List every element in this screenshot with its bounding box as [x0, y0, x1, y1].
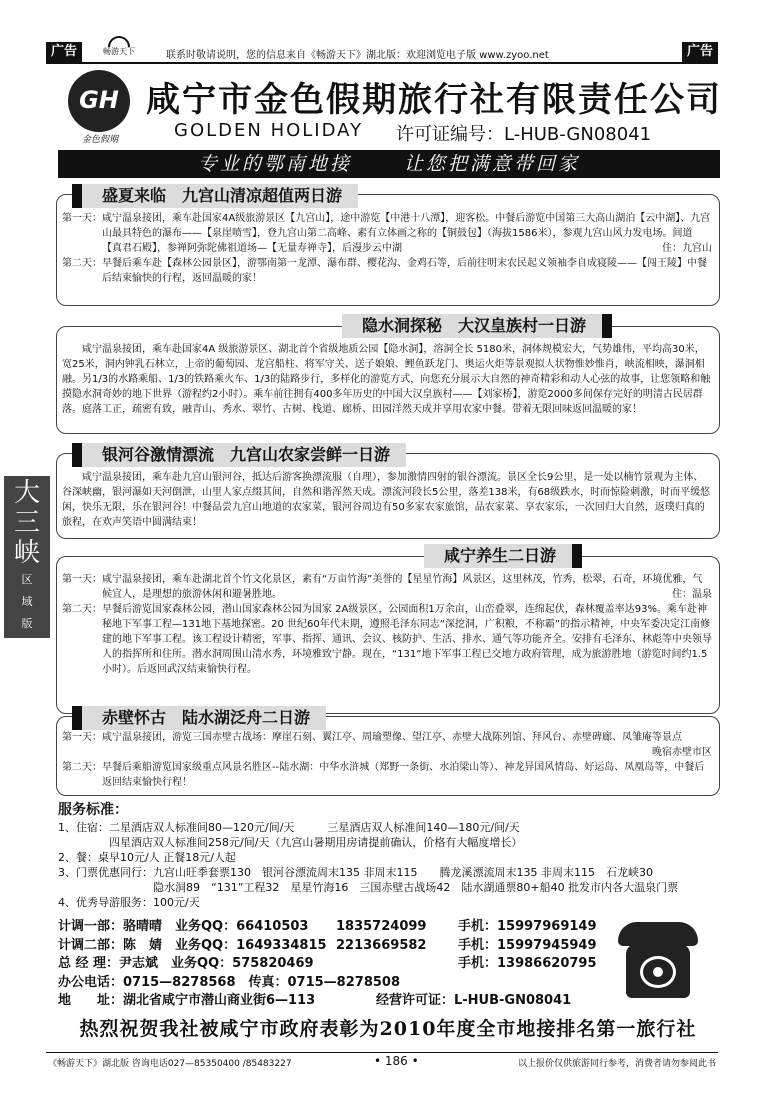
service-item: 4、优秀导游服务： 100元/天 — [58, 896, 200, 909]
top-note: 联系时敬请说明，您的信息来自《畅游天下》湖北版：欢迎浏览电子版 www.zyoo.net — [166, 50, 549, 61]
ad-tag-left: 广告 — [46, 42, 82, 62]
page-footer — [46, 1052, 718, 1068]
contact-row: 地 址：湖北省咸宁市潜山商业街6—113 经营许可证：L-HUB-GN08041 — [58, 993, 572, 1008]
tour-title-5: 赤壁怀古 陆水湖泛舟二日游 — [72, 706, 326, 730]
magazine-logo: 畅游天下 — [102, 36, 136, 62]
contact-row: 计调一部：骆晴晴 业务QQ：66410503 1835724099 手机：15997969149 — [58, 919, 597, 934]
side-big-1: 大 — [13, 478, 40, 508]
slogan-left: 专业的鄂南地接 — [197, 153, 352, 175]
tour-text-5: 第一天： 咸宁温泉接团，游览三国赤壁古战场：摩崖石刻、翼江亭、周瑜塑像、望江亭、赤壁大战陈列馆、拜风台、赤壁碑廊、凤雏庵等景点 晚宿赤壁市区 第二天： 早餐后乘船游览国家级重点风景名胜区--陆水湖：中华水浒城（郑野一条街、水泊梁山等）、神龙异国风情岛、好运岛、凤凰岛等，中餐后返回结束愉快行程！ — [62, 732, 712, 788]
service-standards — [58, 800, 718, 910]
ad-tag-right: 广告 — [682, 42, 718, 62]
top-bar — [46, 42, 718, 64]
contact-list — [58, 918, 610, 1011]
contact-row: 办公电话：0715—8278568 传真：0715—8278508 — [58, 974, 400, 990]
english-name: GOLDEN HOLIDAY — [174, 120, 364, 141]
slogan-right: 让您把满意带回家 — [404, 153, 581, 175]
logo-caption: 金色假期 — [81, 135, 118, 145]
sun-icon — [108, 36, 130, 47]
service-item: 1、住宿： 二星酒店双人标准间80—120元/间/天 三星酒店双人标准间140—180元/间/天 四星酒店双人标准间258元/间/天（九宫山暑期用房请提前确认，价格有大幅度增长） — [58, 821, 523, 849]
page-number: • 186 • — [374, 1054, 419, 1068]
footer-left: 《畅游天下》湖北版 咨询电话027—85350400 /85483227 — [48, 1059, 292, 1069]
contact-row: 计调二部：陈 婧 业务QQ：1649334815 2213669582 手机：15997945949 — [58, 937, 597, 953]
tour-title-2: 隐水洞探秘 大汉皇族村一日游 — [342, 314, 612, 338]
tour-title-3: 银河谷激情漂流 九宫山农家尝鲜一日游 — [72, 443, 406, 467]
service-title: 服务标准： — [58, 802, 128, 818]
tour-text-4: 第一天： 咸宁温泉接团，乘车赴湖北首个竹文化景区，素有“万亩竹海”美誉的【星星竹海】风景区，这里林茂，竹秀，松翠，石奇，环境优雅，气候宜人，是理想的旅游休闲和避暑胜地。 住：温泉 第二天： 早餐后游览国家森林公园，潜山国家森林公园为国家 2A级景区，公园面积1万余亩，山峦叠翠，连绵起伏，森林覆盖率达93%。乘车赴神秘地下军事工程—131地下基地探密。20 世纪60年代末期，遵照毛泽东同志“深挖洞，广积粮，不称霸”的指示精神，中央军委决定江南修建的地下军事工程。该工程设计精密，军事、指挥、通讯、会议、核防护、生活、排水、通气等功能齐全。安排有毛泽东、林彪等中央领导人的指挥所和住所。潜水洞周围山清水秀，环境雅致宁静。现在，“131”地下军事工程已交地方政府管理，成为旅游胜地（游览时间约1.5小时）。后返回武汉结束愉快行程。 — [62, 574, 712, 675]
tour-text-1: 第一天： 咸宁温泉接团，乘车赴国家4A级旅游景区【九宫山】，途中游览【中港十八潭】，迎客松。中餐后游览中国第三大高山湖泊【云中湖】、九宫山最具特色的瀑布——【泉崖喷雪】，登九宫山第二高峰、素有立体画之称的【铜鼓包】（海拔1586米），参观九宫山风力发电场。间道【真君石殿】，参禅阿弥陀佛祖道场—【无量寿禅寺】，后漫步云中湖 住：九宫山 第二天： 早餐后乘车赴【森林公园景区】，游鄂南第一龙潭、瀑布群、樱花沟、金鸡石等，后前往明末农民起义领袖李自成寝陵——【闯王陵】中餐后结束愉快的行程，返回温暖的家！ — [62, 213, 712, 284]
company-logo-icon: GH — [68, 70, 130, 132]
side-big-2: 三 — [13, 508, 40, 538]
tour-text-3: 咸宁温泉接团，乘车赴九宫山银河谷，抵达后游客换漂流服（自理），参加激情四射的银谷漂流。景区全长9公里，是一处以楠竹景观为主体、谷深峡幽，银河瀑如天河倒泄，山里人家点缀其间，自然和谐浑然天成。漂流河段长5公里，落差138米，有68级跌水，时而惊险刺激，时而平缓悠闲，快乐无限，乐在银河谷！中餐品尝九宫山地道的农家菜，银河谷周边有50多家农家旅馆，品农家菜、享农家乐，一次回归大自然，返璞归真的旅程，在欢声笑语中圆满结束！ — [62, 472, 711, 528]
side-small-1: 区 — [21, 573, 33, 586]
company-name: 咸宁市金色假期旅行社有限责任公司 — [146, 80, 722, 120]
congratulation-banner: 热烈祝贺我社被咸宁市政府表彰为2010年度全市地接排名第一旅行社 — [79, 1018, 697, 1040]
tour-title-4: 咸宁养生二日游 — [424, 544, 582, 568]
service-item: 2、餐： 桌早10元/人 正餐18元/人起 — [58, 851, 236, 864]
tour-title-1: 盛夏来临 九宫山清凉超值两日游 — [72, 184, 358, 208]
contact-row: 总 经 理：尹志斌 业务QQ：575820469 手机：13986620795 — [58, 956, 597, 971]
side-big-3: 峡 — [13, 538, 40, 568]
region-side-tab — [4, 476, 50, 638]
tour-text-2: 咸宁温泉接团，乘车赴国家4A 级旅游景区、湖北首个省级地质公园【隐水洞】，溶洞全长 5180米，洞体规模宏大，气势雄伟，平均高30米，宽25米，洞内钟乳石林立，上帝的葡萄园、龙宫船柱、将军守关、送子娘娘、鲤鱼跃龙门、奥运火炬等景观拟人状物惟妙惟肖，峡流相映，瀑洞相融。另1/3的水路乘船、1/3的铁路乘火车、1/3的陆路步行，多样化的游览方式，向您充分展示大自然的神奇精彩和动人心弦的故事，让您领略和触摸隐水洞奇妙的地下世界（游程约2小时）。乘车前往拥有400多年历史的中国大汉皇族村——【刘家桥】，游览2000多间保存完好的明清古民居群落。庭落工正，疏密有致，融青山、秀水、翠竹、古树、栈道、廊桥、田园洋然天成并享用农家中餐。带着无限回味返回温暖的家！ — [62, 344, 711, 415]
slogan-bar — [58, 150, 720, 178]
telephone-icon — [612, 920, 704, 1002]
footer-right: 以上报价仅供旅游同行参考，消费者请勿参阅此书 — [517, 1059, 716, 1069]
service-item: 3、门票优惠同行： 九宫山旺季套票130 银河谷漂流周末135 非周末115 腾龙溪漂流周末135 非周末115 石龙峡30 隐水洞89 “131”工程32 星星竹海16 三国赤壁古战场42 陆水湖通票80+船40 批发市内各大温泉门票 — [58, 866, 679, 894]
license-number: 许可证编号：L-HUB-GN08041 — [396, 124, 652, 145]
side-small-2: 域 — [21, 595, 33, 608]
company-header — [56, 70, 722, 148]
side-small-3: 版 — [21, 617, 33, 630]
